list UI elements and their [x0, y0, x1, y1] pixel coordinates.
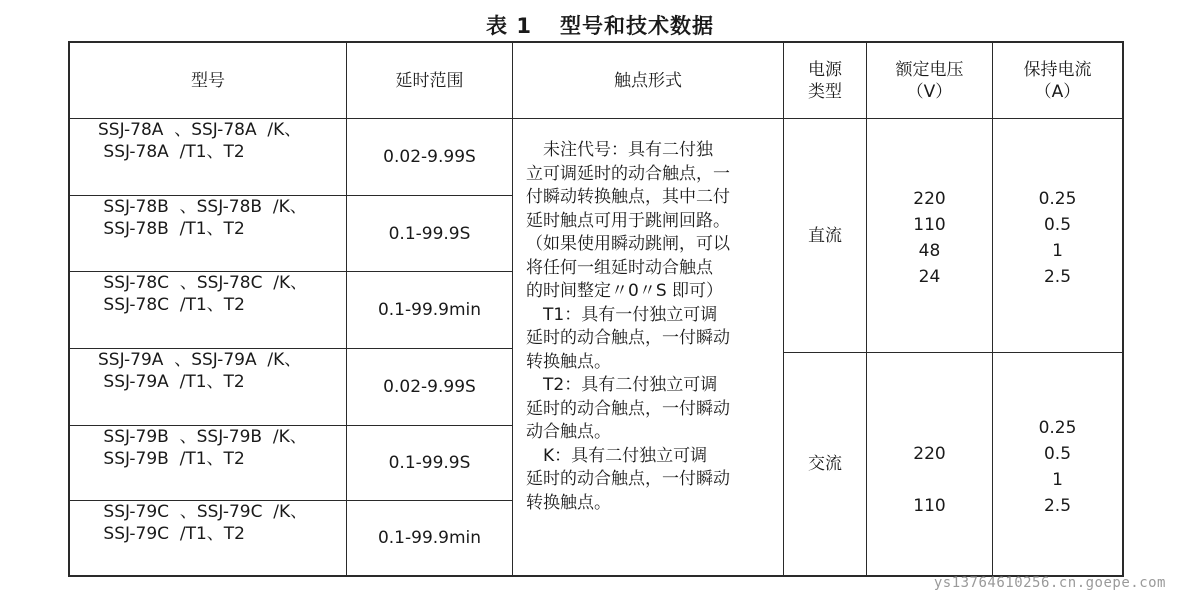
delay-range-cell: 0.1-99.9min — [377, 300, 482, 320]
header-power-type: 电源 类型 — [808, 59, 842, 102]
model-cell: SSJ-78C 、SSJ-78C /K、 SSJ-78C /T1、T2 — [98, 273, 308, 315]
model-cell: SSJ-79A 、SSJ-79A /K、 SSJ-79A /T1、T2 — [98, 350, 302, 392]
delay-range-cell: 0.1-99.9S — [388, 453, 471, 473]
delay-range-cell: 0.02-9.99S — [383, 147, 476, 167]
model-cell: SSJ-78A 、SSJ-78A /K、 SSJ-78A /T1、T2 — [98, 120, 302, 162]
power-type-dc: 直流 — [808, 225, 842, 246]
delay-range-cell: 0.1-99.9min — [377, 528, 482, 548]
dc-voltages: 220 110 48 24 — [913, 189, 946, 287]
table-title: 型号和技术数据 — [559, 14, 714, 38]
model-cell: SSJ-79B 、SSJ-79B /K、 SSJ-79B /T1、T2 — [98, 427, 307, 469]
header-contact-form: 触点形式 — [614, 70, 682, 91]
ac-voltages: 220 110 — [913, 444, 946, 516]
model-cell: SSJ-78B 、SSJ-78B /K、 SSJ-78B /T1、T2 — [98, 197, 307, 239]
table-caption — [0, 10, 1200, 40]
model-cell: SSJ-79C 、SSJ-79C /K、 SSJ-79C /T1、T2 — [98, 502, 308, 544]
header-delay-range: 延时范围 — [395, 70, 464, 91]
header-model: 型号 — [191, 70, 225, 91]
table-number: 表 1 — [486, 14, 532, 38]
watermark: ys13764610256.cn.goepe.com — [933, 575, 1166, 591]
contact-description: 未注代号：具有二付独 立可调延时的动合触点，一 付瞬动转换触点，其中二付 延时触点可用于跳闸回路。 （如果使用瞬动跳闸，可以 将任何一组延时动合触点 的时间整定〃0〃S 即可） T1：具有一付独立可调 延时的动合触点，一付瞬动 转换触点。 T2：具有二付独立可调 延时的动合触点，一付瞬动 动合触点。 K：具有二付独立可调 延时的动合触点，一付瞬动 转换触点。 — [526, 140, 730, 513]
header-rated-voltage: 额定电压 （V） — [895, 59, 964, 102]
header-holding-current: 保持电流 （A） — [1023, 59, 1092, 102]
ac-currents: 0.25 0.5 1 2.5 — [1038, 418, 1077, 516]
delay-range-cell: 0.1-99.9S — [388, 223, 471, 244]
dc-currents: 0.25 0.5 1 2.5 — [1038, 189, 1077, 287]
spec-table — [68, 41, 1124, 577]
power-type-ac: 交流 — [808, 454, 842, 474]
delay-range-cell: 0.02-9.99S — [383, 377, 476, 397]
